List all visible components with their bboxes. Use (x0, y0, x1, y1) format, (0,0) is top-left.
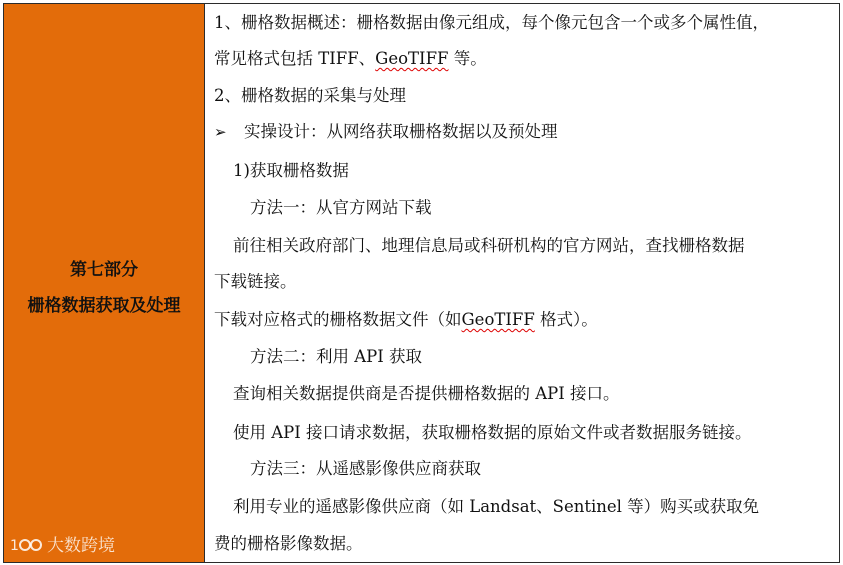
watermark-brand: 大数跨境 (47, 536, 115, 556)
svg-text:1: 1 (10, 537, 19, 554)
text-line: 费的栅格影像数据。 (214, 534, 363, 553)
text-line: 1、栅格数据概述：栅格数据由像元组成，每个像元包含一个或多个属性值， (214, 13, 769, 32)
section-label: 第七部分 (70, 260, 138, 280)
section-heading (4, 252, 204, 324)
method-heading: 方法二：利用 API 获取 (250, 347, 423, 366)
text-line: 利用专业的遥感影像供应商（如 Landsat、Sentinel 等）购买或获取免 (233, 497, 760, 516)
watermark (10, 531, 115, 556)
spellcheck-word: GeoTIFF (375, 49, 449, 68)
text-line: 下载对应格式的栅格数据文件（如GeoTIFF 格式）。 (214, 310, 598, 329)
section-title: 栅格数据获取及处理 (27, 296, 181, 316)
text-line: 前往相关政府部门、地理信息局或科研机构的官方网站，查找栅格数据 (233, 236, 745, 255)
text-line: 1)获取栅格数据 (233, 161, 349, 180)
text-line: 查询相关数据提供商是否提供栅格数据的 API 接口。 (233, 384, 620, 403)
bullet-line: ➢ 实操设计：从网络获取栅格数据以及预处理 (214, 122, 558, 141)
text-line: 使用 API 接口请求数据，获取栅格数据的原始文件或者数据服务链接。 (233, 423, 752, 442)
text-line: 2、栅格数据的采集与处理 (214, 86, 406, 105)
section-cell (4, 4, 205, 562)
arrowhead-bullet-icon: ➢ (214, 123, 227, 141)
content-table (3, 3, 840, 563)
method-heading: 方法三：从遥感影像供应商获取 (250, 459, 481, 478)
content-cell (205, 4, 839, 562)
brand-logo-icon (10, 533, 42, 555)
text-line: 下载链接。 (214, 272, 297, 291)
text-line: 常见格式包括 TIFF、GeoTIFF 等。 (214, 49, 487, 68)
method-heading: 方法一：从官方网站下载 (250, 198, 432, 217)
spellcheck-word: GeoTIFF (461, 310, 535, 329)
